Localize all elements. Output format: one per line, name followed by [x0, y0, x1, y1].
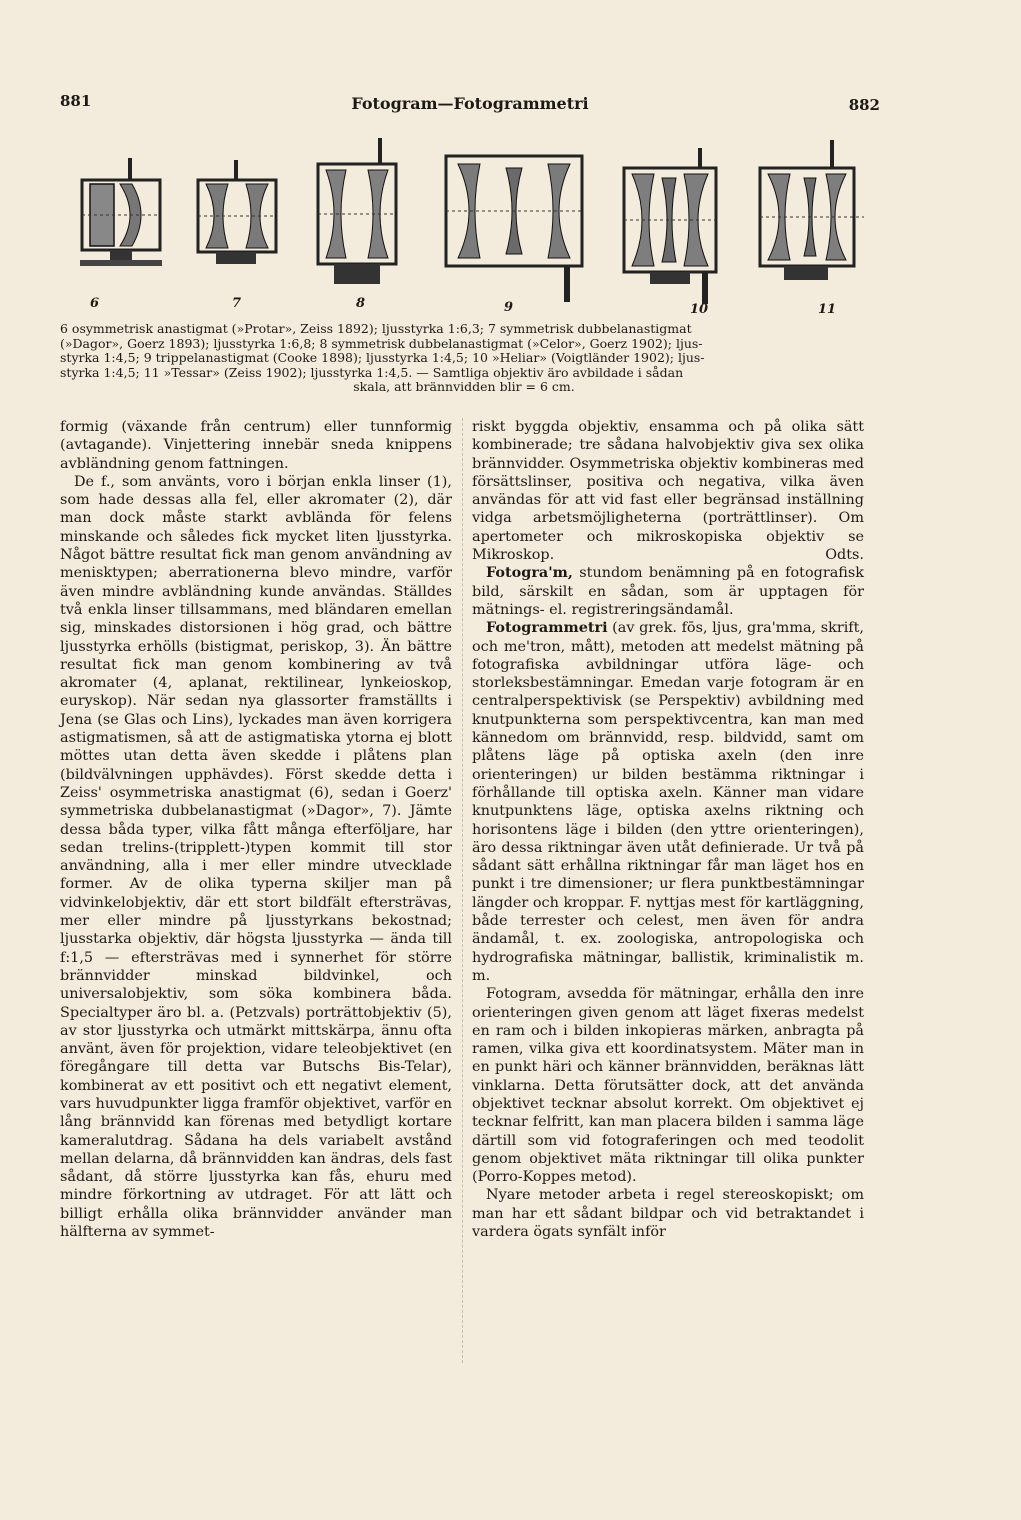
- figure-number: 9: [504, 300, 514, 315]
- lens-cross-section-icon: [620, 148, 720, 308]
- entry-fotogram: [472, 564, 864, 619]
- paragraph-text: riskt byggda objektiv, ensamma och på olika sätt kombinerade; tre sådana halvobjektiv giva sex olika brännvidder. Osymmetriska objektiv kombineras med försättslinser, positiva och negativa, vilka även användas för att vid fast eller begränsad inställning vidga arbetsmöjligheterna (porträttlinser). Om apertometer och mikroskopiska objektiv se Mikroskop.: [472, 419, 864, 564]
- figure-number: 11: [818, 302, 837, 317]
- column-divider: [462, 418, 463, 1363]
- entry-text: stundom benämning på en fotografisk bild, särskilt en sådan, som är upptagen för mätnings- el. registreringsändamål.: [472, 565, 864, 618]
- figure-number: 8: [356, 296, 366, 311]
- entry-fotogrammetri: [472, 619, 864, 985]
- page-number-left: 881: [60, 92, 92, 110]
- caption-line: styrka 1:4,5; 11 »Tessar» (Zeiss 1902); ljusstyrka 1:4,5. — Samtliga objektiv äro avbildade i sådan: [60, 364, 684, 380]
- caption-line: styrka 1:4,5; 9 trippelanastigmat (Cooke 1898); ljusstyrka 1:4,5; 10 »Heliar» (Voigtländer 1902); ljus-: [60, 350, 705, 365]
- page-number-right: 882: [848, 96, 880, 114]
- lens-cross-section-icon: [80, 150, 162, 280]
- lens-cross-section-icon: [196, 160, 278, 275]
- paragraph: formig (växande från centrum) eller tunnformig (avtagande). Vinjettering innebär sneda knippens avbländning genom fattningen.: [60, 419, 452, 472]
- paragraph: De f., som använts, voro i början enkla linser (1), som hade dessas alla fel, eller akromater (2), där man dock måste starkt avblända för felens minskande och således fick mycket liten ljusstyrka. Något bättre resultat fick man genom användning av menisktypen; aberrationerna blevo mindre, varför även mindre avbländning kunde användas. Ställdes två enkla linser tillsammans, med bländaren emellan sig, minskades distorsionen i hög grad, och bättre ljusstyrka erhölls (bistigmat, periskop, 3). Än bättre resultat fick man genom kombinering av två akromater (4, aplanat, rektilinear, lynkeioskop, euryskop). När sedan nya glassorter framställts i Jena (se Glas och Lins), lyckades man även korrigera astigmatismen, så att de astigmatiska ytorna ej blott möttes utan detta även skedde i plåtens plan (bildvälvningen upphävdes). Först skedde detta i Zeiss' osymmetriska anastigmat (6), sedan i Goerz' symmetriska dubbelanastigmat (»Dagor», 7). Jämte dessa båda typer, vilka fått många efterföljare, har sedan trelins-(tripplett-)typen kommit till stor användning, alla i mer eller mindre utvecklade former. Av de olika typerna skiljer man på vidvinkelobjektiv, där ett stort bildfält eftersträvas, mer eller mindre på ljusstyrkans bekostnad; ljusstarka objektiv, där högsta ljusstyrka — ända till f:1,5 — eftersträvas med i synnerhet för större brännvidder minskad bildvinkel, och universalobjektiv, som söka kombinera båda. Specialtyper äro bl. a. (Petzvals) porträttobjektiv (5), av stor ljusstyrka och utmärkt mittskärpa, ännu ofta använt, även för projektion, vidare teleobjektivet (en föregångare till detta var Butschs Bis-Telar), kombinerat av ett positivt och ett negativt element, vars huvudpunkter ligga framför objektivet, varför en lång brännvidd kan förenas med betydligt kortare kameralutdrag. Sådana ha dels variabelt avstånd mellan delarna, då brännvidden kan ändras, dels fast sådant, då större ljusstyrka kan fås, ehuru med mindre förkortning av utdraget. För att lätt och billigt erhålla olika brännvidder använder man hälfterna av symmet-: [60, 473, 452, 1241]
- lens-cross-section-icon: [756, 140, 866, 305]
- running-title: Fotogram—Fotogrammetri: [351, 94, 589, 113]
- lens-cross-section-icon: [444, 154, 584, 304]
- paragraph: Fotogram, avsedda för mätningar, erhålla den inre orienteringen given genom att läget fixeras medelst en ram och i bilden inkopieras märken, anbragta på ramen, vilka giva ett koordinatsystem. Mäter man in en punkt häri och känner brännvidden, beräknas lätt vinklarna. Detta förutsätter dock, att det använda objektivet tecknar absolut korrekt. Om objektivet ej tecknar felfritt, kan man placera bilden i samma läge därtill som vid fotograferingen och med teodolit genom objektivet mäta riktningar till olika punkter (Porro-Koppes metod).: [472, 986, 864, 1186]
- figure-number: 7: [232, 296, 242, 311]
- entry-text: (av grek. fōs, ljus, gra'mma, skrift, och me'tron, mått), metoden att medelst mätning på fotografiska avbildningar utföra läge- och storleksbestämningar. Emedan varje fotogram är en centralperspektivisk (se Perspektiv) avbildning med knutpunkterna som perspektivcentra, kan man med kännedom om brännvidd, resp. bildvidd, samt om plåtens läge på optiska axeln (den inre orienteringen) ur bilden bestämma riktningar i förhållande till optiska axeln. Känner man vidare knutpunktens läge, optiska axelns riktning och horisontens läge i bilden (den yttre orienteringen), äro dessa riktningar även utåt definierade. Ur två på sådant sätt erhållna riktningar får man läget hos en punkt i tre dimensioner; ur flera punktbestämningar längder och kroppar. F. nyttjas mest för kartläggning, både terrester och celest, men även för andra ändamål, t. ex. zoologiska, antropologiska och hydrografiska mätningar, ballistik, kriminalistik m. m.: [472, 620, 864, 984]
- caption-line: (»Dagor», Goerz 1893); ljusstyrka 1:6,8; 8 symmetrisk dubbelanastigmat (»Celor», Goerz 1902); ljus-: [60, 335, 703, 351]
- paragraph: [472, 418, 864, 564]
- entry-headword: Fotogra'm,: [486, 564, 573, 582]
- caption-line: skala, att brännvidden blir = 6 cm.: [353, 379, 575, 394]
- paragraph: Nyare metoder arbeta i regel stereoskopiskt; om man har ett sådant bildpar och vid betraktandet i vardera ögats synfält inför: [472, 1187, 864, 1241]
- page-header: [60, 92, 880, 118]
- right-column: [472, 418, 864, 1241]
- author-signature: Odts.: [825, 547, 864, 564]
- lens-cross-section-icon: [316, 136, 398, 291]
- figure-number: 6: [90, 296, 100, 311]
- caption-line: 6 osymmetrisk anastigmat (»Protar», Zeiss 1892); ljusstyrka 1:6,3; 7 symmetrisk dubbelanastigmat: [60, 321, 692, 336]
- entry-headword: Fotogrammetri: [486, 619, 608, 637]
- figure-number: 10: [690, 302, 709, 317]
- figure-caption: [60, 322, 868, 395]
- left-column: [60, 418, 452, 1241]
